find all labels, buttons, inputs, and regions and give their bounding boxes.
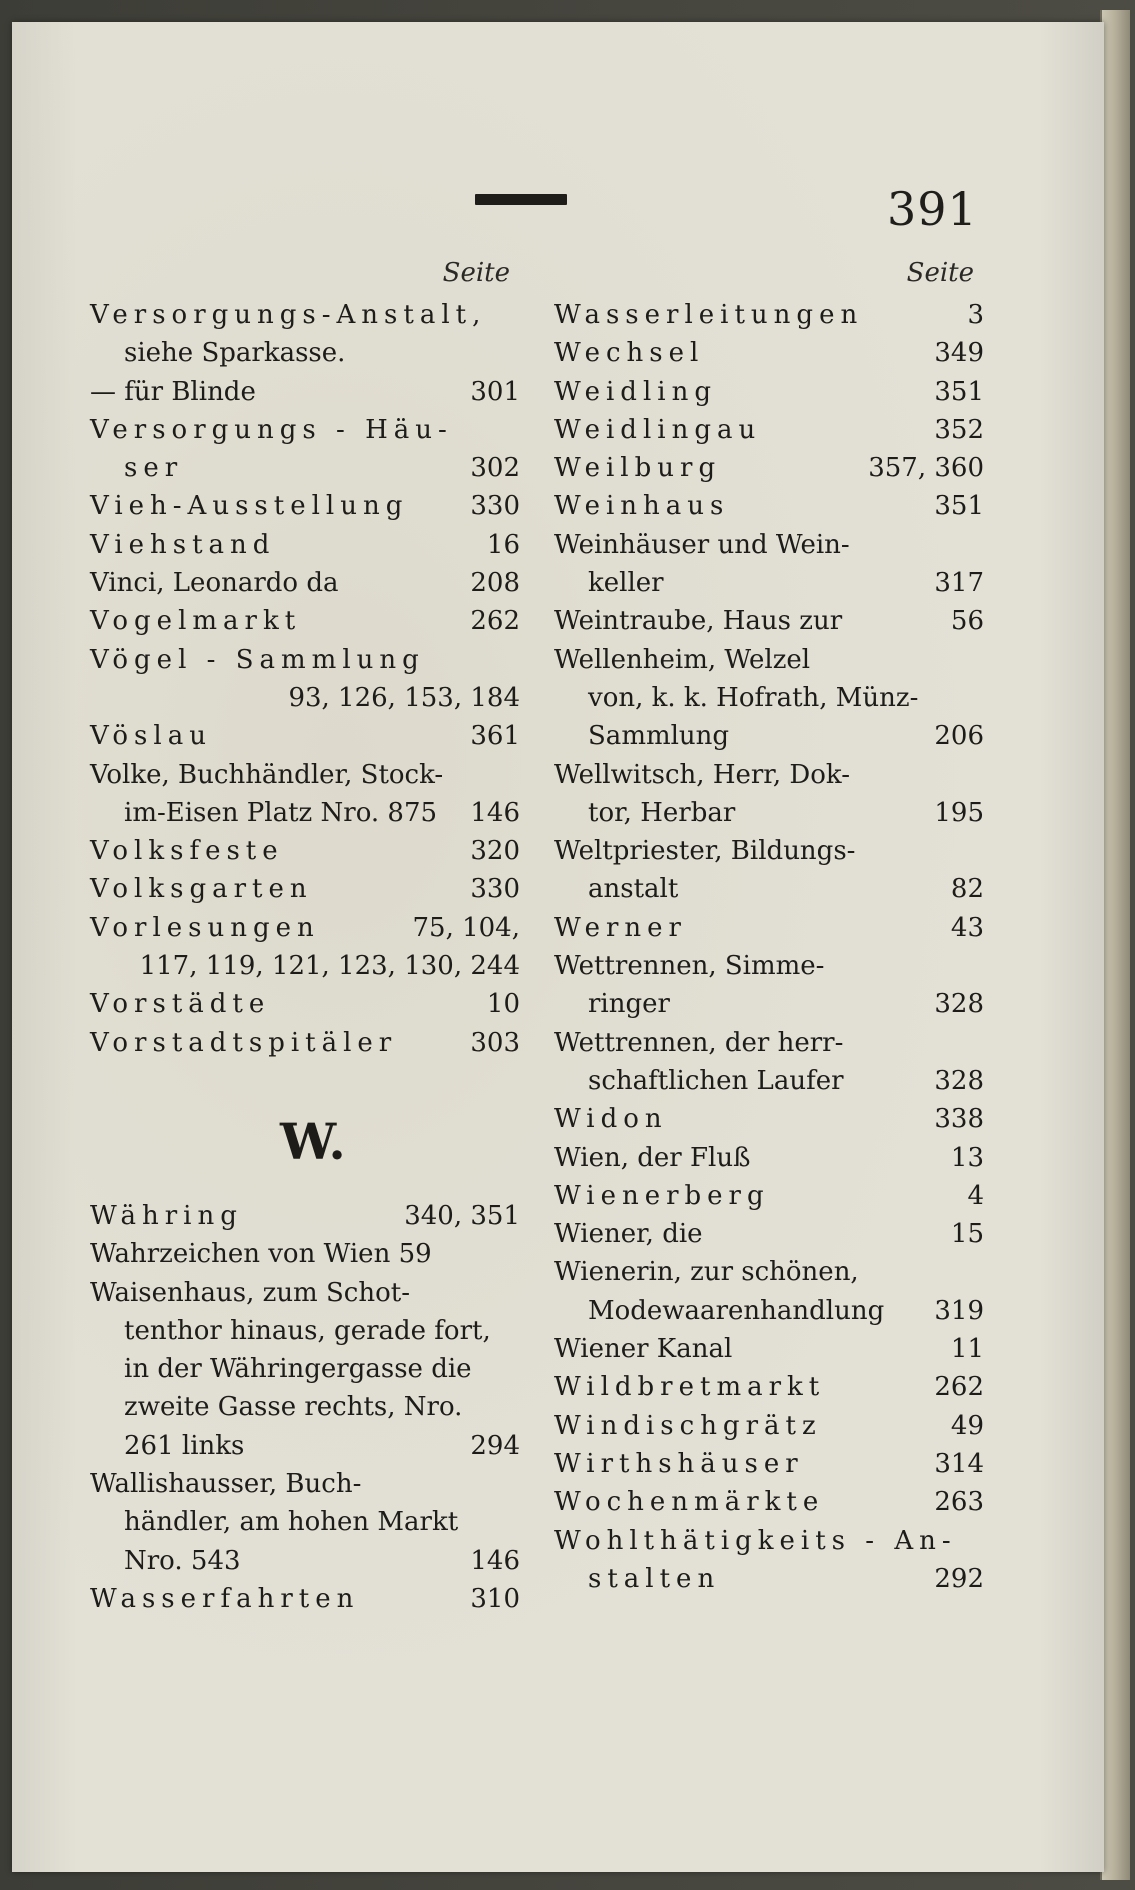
index-entry-page: 349 xyxy=(934,338,984,369)
index-entry-term: Wochenmärkte xyxy=(554,1487,825,1518)
index-entry xyxy=(554,1253,984,1291)
index-entry xyxy=(554,1445,984,1483)
index-entry-term: ringer xyxy=(588,989,670,1020)
index-entry-page: 43 xyxy=(950,912,984,943)
index-entry-term: Viehstand xyxy=(90,529,276,560)
index-entry-page: 146 xyxy=(470,1545,520,1576)
index-entry-page: 351 xyxy=(934,376,984,407)
index-entry-page: 292 xyxy=(934,1563,984,1594)
index-entry-term: Wellwitsch, Herr, Dok- xyxy=(554,759,850,790)
index-entry-term: Volke, Buchhändler, Stock- xyxy=(90,759,444,790)
index-entry-page: 320 xyxy=(470,836,520,867)
section-letter-text: W. xyxy=(280,1111,346,1171)
right-column-header: Seite xyxy=(906,258,974,288)
index-entry-term: Versorgungs - Häu- xyxy=(90,414,453,445)
index-entry-term: Wien, der Fluß xyxy=(554,1142,751,1173)
index-entry-page: 338 xyxy=(934,1104,984,1135)
index-entry-page: 303 xyxy=(470,1027,520,1058)
index-entry xyxy=(90,1542,520,1580)
index-entry-page: 357, 360 xyxy=(868,453,984,484)
left-entries-a xyxy=(90,296,520,1062)
index-entry-page: 195 xyxy=(934,797,984,828)
index-entry-term: Wasserfahrten xyxy=(90,1583,360,1614)
index-entry-term: keller xyxy=(588,568,664,599)
index-entry-term: Wettrennen, Simme- xyxy=(554,951,825,982)
index-entry xyxy=(554,909,984,947)
index-entry-term: — für Blinde xyxy=(90,376,256,407)
index-entry-page: 351 xyxy=(934,491,984,522)
index-entry-page: 82 xyxy=(950,874,984,905)
index-entry xyxy=(554,1560,984,1598)
index-entry-term: Weidlingau xyxy=(554,414,762,445)
index-entry xyxy=(90,1235,520,1273)
index-entry xyxy=(90,1503,520,1541)
left-column-header: Seite xyxy=(442,258,510,288)
index-entry-term: Wiener Kanal xyxy=(554,1334,733,1365)
index-entry xyxy=(90,449,520,487)
index-entry xyxy=(554,526,984,564)
index-entry-page: 330 xyxy=(470,874,520,905)
index-entry xyxy=(554,1330,984,1368)
index-entry-page: 328 xyxy=(934,989,984,1020)
index-entry xyxy=(554,1368,984,1406)
index-entry-page: 75, 104, xyxy=(412,912,520,943)
index-entry xyxy=(90,373,520,411)
index-entry-page: 13 xyxy=(950,1142,984,1173)
index-entry xyxy=(554,985,984,1023)
index-entry-term: Sammlung xyxy=(588,721,730,752)
index-entry-term: tenthor hinaus, gerade fort, xyxy=(124,1315,491,1346)
index-entry-page: 49 xyxy=(950,1410,984,1441)
index-entry-term: stalten xyxy=(588,1563,721,1594)
index-entry xyxy=(554,449,984,487)
index-entry-term: Wienerberg xyxy=(554,1180,770,1211)
right-column xyxy=(554,258,984,1598)
index-entry-term: Wallishausser, Buch- xyxy=(90,1469,362,1500)
index-entry xyxy=(90,870,520,908)
index-entry-term: anstalt xyxy=(588,874,679,905)
index-entry-term: Vorstadtspitäler xyxy=(90,1027,398,1058)
index-entry-term: Vorlesungen xyxy=(90,912,320,943)
index-entry-term: Waisenhaus, zum Schot- xyxy=(90,1277,410,1308)
index-entry xyxy=(90,1388,520,1426)
index-entry-page: 328 xyxy=(934,1065,984,1096)
index-entry xyxy=(554,947,984,985)
index-entry-term: Wettrennen, der herr- xyxy=(554,1027,844,1058)
index-entry-term: Wechsel xyxy=(554,338,705,369)
index-entry-page: 208 xyxy=(470,568,520,599)
index-entry-page: 314 xyxy=(934,1448,984,1479)
index-entry-page: 15 xyxy=(950,1219,984,1250)
index-entry-term: Weidling xyxy=(554,376,717,407)
index-entry xyxy=(90,794,520,832)
index-entry-term: Volksgarten xyxy=(90,874,313,905)
index-entry xyxy=(90,334,520,372)
index-entry xyxy=(90,411,520,449)
index-entry-page: 302 xyxy=(470,453,520,484)
index-entry-page: 352 xyxy=(934,414,984,445)
index-entry-term: Vieh-Ausstellung xyxy=(90,491,409,522)
index-entry-term: Weltpriester, Bildungs- xyxy=(554,836,856,867)
index-entry-term: Volksfeste xyxy=(90,836,284,867)
index-entry-term: Modewaarenhandlung xyxy=(588,1295,885,1326)
index-entry-term: siehe Sparkasse. xyxy=(124,338,346,369)
index-entry xyxy=(90,296,520,334)
index-entry-page: 10 xyxy=(486,989,520,1020)
index-entry xyxy=(554,334,984,372)
index-entry-term: zweite Gasse rechts, Nro. xyxy=(124,1392,463,1423)
index-entry xyxy=(90,526,520,564)
index-entry-page: 340, 351 xyxy=(404,1200,520,1231)
index-entry xyxy=(90,1350,520,1388)
index-entry-term: Weinhäuser und Wein- xyxy=(554,529,850,560)
index-entry-term: Windischgrätz xyxy=(554,1410,822,1441)
index-entry xyxy=(90,717,520,755)
index-entry xyxy=(90,1024,520,1062)
index-page xyxy=(12,22,1104,1872)
index-entry-term: Widon xyxy=(554,1104,668,1135)
index-entry-term: Wildbretmarkt xyxy=(554,1372,826,1403)
index-entry-term: 117, 119, 121, 123, 130, 244 xyxy=(139,951,520,982)
index-entry-page: 330 xyxy=(470,491,520,522)
index-entry-page: 301 xyxy=(470,376,520,407)
index-entry-term: Wohlthätigkeits - An- xyxy=(554,1525,957,1556)
index-entry xyxy=(90,1197,520,1235)
index-entry xyxy=(554,794,984,832)
index-entry xyxy=(90,947,520,985)
index-entry xyxy=(554,1100,984,1138)
index-entry xyxy=(554,1292,984,1330)
index-entry-term: 93, 126, 153, 184 xyxy=(288,682,520,713)
index-entry xyxy=(554,1522,984,1560)
index-entry-term: Vogelmarkt xyxy=(90,606,302,637)
index-entry xyxy=(554,411,984,449)
index-entry xyxy=(554,641,984,679)
index-entry-page: 206 xyxy=(934,721,984,752)
index-entry xyxy=(554,487,984,525)
index-entry-term: Wellenheim, Welzel xyxy=(554,644,811,675)
index-entry-term: Weintraube, Haus zur xyxy=(554,606,843,637)
index-entry-term: Wasserleitungen xyxy=(554,300,864,330)
index-entry xyxy=(90,1427,520,1465)
index-entry-term: Wahrzeichen von Wien 59 xyxy=(90,1239,432,1270)
index-entry-page: 310 xyxy=(470,1583,520,1614)
index-entry-term: von, k. k. Hofrath, Münz- xyxy=(588,682,919,713)
index-entry-term: Wiener, die xyxy=(554,1219,703,1250)
index-entry-term: schaftlichen Laufer xyxy=(588,1065,844,1096)
index-entry-page: 4 xyxy=(967,1180,984,1211)
index-entry-page: 319 xyxy=(934,1295,984,1326)
index-entry xyxy=(554,564,984,602)
index-entry-page: 317 xyxy=(934,568,984,599)
index-entry-term: Wirthshäuser xyxy=(554,1448,804,1479)
index-entry xyxy=(554,1062,984,1100)
index-entry-term: händler, am hohen Markt xyxy=(124,1507,459,1538)
index-entry-page: 262 xyxy=(934,1372,984,1403)
index-entry-page: 3 xyxy=(967,300,984,330)
index-entry-page: 11 xyxy=(950,1334,984,1365)
index-entry xyxy=(554,296,984,334)
index-entry-page: 263 xyxy=(934,1487,984,1518)
index-entry xyxy=(554,1139,984,1177)
index-entry xyxy=(90,985,520,1023)
section-letter xyxy=(90,1062,520,1197)
index-entry xyxy=(554,679,984,717)
index-entry xyxy=(90,641,520,679)
index-entry-term: Vöslau xyxy=(90,721,212,752)
header-rule xyxy=(475,194,567,205)
index-entry-page: 56 xyxy=(950,606,984,637)
index-entry-page: 361 xyxy=(470,721,520,752)
index-entry-term: Weinhaus xyxy=(554,491,730,522)
index-entry xyxy=(90,832,520,870)
index-entry-term: in der Währingergasse die xyxy=(124,1354,472,1385)
index-entry xyxy=(554,832,984,870)
index-entry xyxy=(90,679,520,717)
index-entry xyxy=(554,602,984,640)
index-entry xyxy=(554,1177,984,1215)
right-entries xyxy=(554,296,984,1598)
index-entry-term: Vorstädte xyxy=(90,989,271,1020)
index-entry xyxy=(554,373,984,411)
index-entry-page: 16 xyxy=(486,529,520,560)
index-entry xyxy=(90,1465,520,1503)
index-entry-term: Wienerin, zur schönen, xyxy=(554,1257,859,1288)
index-entry xyxy=(554,1024,984,1062)
left-entries-b xyxy=(90,1197,520,1618)
index-entry xyxy=(90,564,520,602)
index-entry-term: Versorgungs-Anstalt, xyxy=(90,300,487,330)
index-entry-term: ser xyxy=(124,453,184,484)
index-entry-term: 261 links xyxy=(124,1430,245,1461)
index-entry xyxy=(90,909,520,947)
index-entry-term: Währing xyxy=(90,1200,243,1231)
index-entry xyxy=(554,1407,984,1445)
index-entry xyxy=(554,756,984,794)
index-entry-page: 146 xyxy=(470,797,520,828)
index-entry xyxy=(90,1312,520,1350)
index-entry-page: 262 xyxy=(470,606,520,637)
page-number: 391 xyxy=(887,182,978,236)
index-entry-term: Nro. 543 xyxy=(124,1545,241,1576)
index-entry-term: Weilburg xyxy=(554,453,722,484)
index-entry xyxy=(554,870,984,908)
index-entry-term: im-Eisen Platz Nro. 875 xyxy=(124,797,438,828)
index-entry-term: Vinci, Leonardo da xyxy=(90,568,339,599)
left-column xyxy=(90,258,520,1618)
index-entry xyxy=(90,1580,520,1618)
index-entry xyxy=(90,756,520,794)
index-entry xyxy=(90,1274,520,1312)
index-entry-term: tor, Herbar xyxy=(588,797,736,828)
index-entry xyxy=(554,1215,984,1253)
index-entry xyxy=(554,1483,984,1521)
index-entry-term: Werner xyxy=(554,912,687,943)
index-entry xyxy=(554,717,984,755)
index-entry-page: 294 xyxy=(470,1430,520,1461)
page-edges xyxy=(1100,10,1130,1880)
index-entry-term: Vögel - Sammlung xyxy=(90,644,425,675)
index-entry xyxy=(90,487,520,525)
index-entry xyxy=(90,602,520,640)
